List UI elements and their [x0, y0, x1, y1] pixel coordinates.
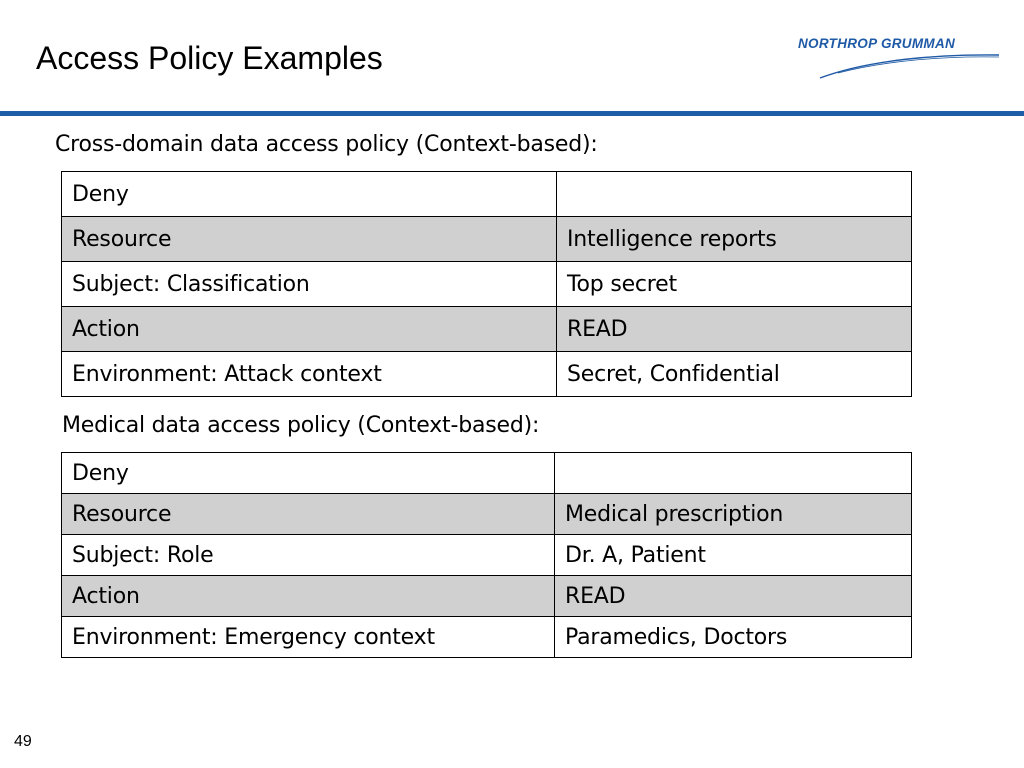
policy-attribute-cell: Environment: Attack context: [62, 352, 557, 397]
policy-value-cell: Secret, Confidential: [557, 352, 912, 397]
table-row: [62, 217, 912, 262]
logo-text: NORTHROP GRUMMAN: [798, 36, 956, 51]
policy-attribute-cell: Action: [62, 576, 555, 617]
policy-value-cell: Paramedics, Doctors: [555, 617, 912, 658]
table-row: [62, 617, 912, 658]
policy-attribute-cell: Subject: Classification: [62, 262, 557, 307]
table-row: [62, 307, 912, 352]
page-number: 49: [14, 733, 32, 750]
policy-value-cell: Dr. A, Patient: [555, 535, 912, 576]
cross-domain-policy-caption: Cross-domain data access policy (Context-based):: [55, 132, 598, 157]
policy-attribute-cell: Deny: [62, 453, 555, 494]
policy-attribute-cell: Resource: [62, 494, 555, 535]
policy-value-cell: Top secret: [557, 262, 912, 307]
title-divider: [0, 111, 1024, 116]
table-row: [62, 494, 912, 535]
policy-attribute-cell: Deny: [62, 172, 557, 217]
northrop-grumman-logo: [798, 36, 1000, 82]
policy-attribute-cell: Subject: Role: [62, 535, 555, 576]
policy-attribute-cell: Action: [62, 307, 557, 352]
table-row: [62, 453, 912, 494]
table-row: [62, 352, 912, 397]
table-row: [62, 172, 912, 217]
policy-value-cell: Intelligence reports: [557, 217, 912, 262]
table-row: [62, 262, 912, 307]
policy-value-cell: READ: [557, 307, 912, 352]
policy-value-cell: [557, 172, 912, 217]
cross-domain-policy-table: [61, 171, 912, 397]
policy-attribute-cell: Environment: Emergency context: [62, 617, 555, 658]
medical-policy-table: [61, 452, 912, 658]
table-row: [62, 576, 912, 617]
table-row: [62, 535, 912, 576]
policy-value-cell: READ: [555, 576, 912, 617]
medical-policy-caption: Medical data access policy (Context-based):: [62, 413, 540, 438]
slide-title: Access Policy Examples: [36, 40, 383, 76]
policy-attribute-cell: Resource: [62, 217, 557, 262]
policy-value-cell: Medical prescription: [555, 494, 912, 535]
policy-value-cell: [555, 453, 912, 494]
